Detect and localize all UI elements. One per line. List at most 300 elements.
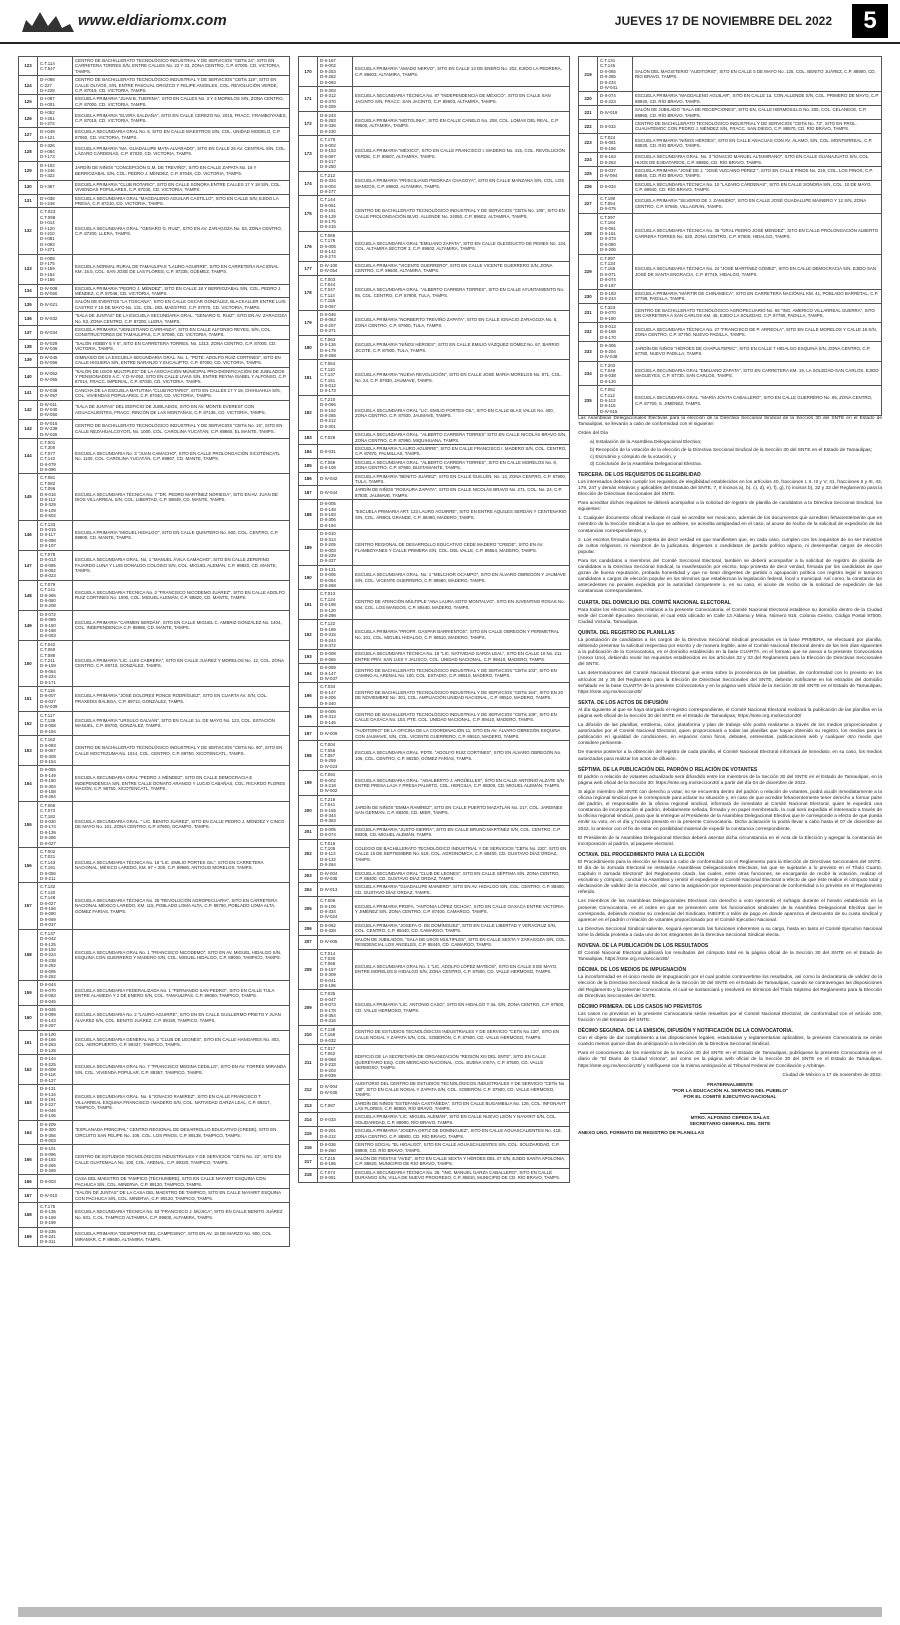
row-number: 234 [579, 361, 598, 386]
table-row [299, 897, 570, 922]
delegation-codes: C.T.013 C.T.124 D-II-198 D-II-120 D-II-298 [318, 590, 353, 620]
table-row [579, 92, 882, 106]
table-row [19, 1085, 290, 1120]
table-row [19, 386, 290, 400]
row-number: 185 [299, 458, 318, 472]
venue-address: CENTRO DE BACHILLERATO TECNOLÓGICO INDUSTRIAL Y DE SERVICIOS "CBTis No. 90", SITO EN CALLE MOCTEZUMA No. 1014, COL. CENTRO, C.P. 89750, XICOTÉNCATL, TAMPS. [73, 736, 290, 766]
delegation-codes: C.T.215 D-II-185 [318, 1154, 353, 1168]
venue-address: ESCUELA PRIMARIA "JUAN B. TIJERINA", SITO EN CALLES No. 3 Y 4 MORELOS S/N, ZONA CENTRO, C.P. 87000, CD. VICTORIA, TAMPS. [73, 95, 290, 109]
row-number: 223 [579, 133, 598, 152]
row-number: 172 [299, 111, 318, 136]
section-heading: NOVENA. DE LA PUBLICACIÓN DE LOS RESULTADOS [578, 943, 709, 949]
delegation-codes: C.T.004 C.T.056 C.T.057 D-II-259 D-IV-023 [318, 741, 353, 771]
row-number: 143 [19, 419, 38, 438]
row-number: 127 [19, 128, 38, 142]
delegation-codes: C.T.216 C.T.041 D-II-165 D-II-344 D-II-363 [318, 795, 353, 825]
row-number: 215 [299, 1127, 318, 1141]
delegation-codes: D-IV-009 [318, 727, 353, 741]
section-paragraph: La Directiva Seccional Sindical saliente, seguirá ejerciendo las funciones inherentes a su cargo, hasta en tanto el Comité Ejecutivo Nacional tome la debida protesta a cada uno de los integrantes de la Directiva Seccional Sindical electa. [578, 926, 882, 938]
delegation-codes: D-I-038 D-I-248 [38, 194, 73, 208]
delegation-codes: D-II-059 D-II-147 D-IV-037 [318, 664, 353, 683]
row-number: 129 [19, 161, 38, 180]
venue-address: ESCUELA SECUNDARIA GRAL "MAGDALENO AGUILAR CASTILLO", SITO EN CALLE S/N, EJIDO LA PRESA, C.P. 87210, CD. VICTORIA, TAMPS. [73, 194, 290, 208]
venue-address: ESCUELA SECUNDARIA GRAL. PDTE. "ADOLFO RUIZ CORTINES", SITO EN ÁLVARO OBREGÓN No. 106, COL. CENTRO, C.P. 89250, GÓMEZ FARÍAS, TAMPS. [353, 741, 570, 771]
table-row [299, 111, 570, 136]
table-row [19, 298, 290, 312]
section-paragraph: Los casos no previstos en la presente Convocatoria serán resueltos por el Comité Nacional Electoral, de conformidad con el artículo 109, fracción VI del Estatuto del SNTE. [578, 1011, 882, 1023]
newspaper-logo-icon [18, 6, 78, 36]
venue-address: ESCUELA PRIMARIA "JOSEFA O. DE DOMÍNGUEZ", SITO EN CALLE LIBERTAD Y VERACRUZ S/N, COL. CENTRO, C.P. 88440, CD. CAMARGO, TAMPS. [353, 921, 570, 935]
venue-address: ESCUELA PRIMARIA "PRISCILIANO PIEDRAZA CHAGOYA", SITO EN CALLE MANZANA S/N, COL. LOS MANGOS, C.P. 89602, ALTAMIRA, TAMPS. [353, 171, 570, 196]
delegation-codes: D-II-034 [598, 180, 633, 194]
section-paragraph: La postulación de candidatos a los cargos de la Directiva Seccional Sindical precisados en la base PRIMERA, se efectuará por planilla, debiendo presentar la solicitud respectiva por escrito y de manera legible, ante el Comité Nacional Electoral dentro de los tres días siguientes a la publicación de la Convocatoria, en el domicilio establecido en la base CUARTA, en el formato que se anexa a la presente Convocatoria (Anexo Uno), debiendo reunir los requisitos establecidos en los artículos 32 y 33 del Reglamento para la Elección de Directivas Seccionales del SNTE. [578, 637, 882, 668]
venue-address: SALÓN DE FIESTAS "AVEZ", SITO EN CALLE SEXTA Y HÉROES DEL 47 S/N, EJIDO SANTA APOLONIA, C.P. 88620, MUNICIPIO DE RÍO BRAVO, TAMPS. [353, 1154, 570, 1168]
delegation-codes: C.T.035 D-II-047 D-II-073 D-II-178 D-II-354 D-II-316 [318, 990, 353, 1025]
table-row [299, 1045, 570, 1080]
delegation-codes: D-I-087 D-I-001 [38, 95, 73, 109]
row-number: 168 [19, 1202, 38, 1227]
row-number: 139 [19, 353, 38, 367]
delegation-codes: D-II-144 D-II-225 D-II-009 D-II-118 D-II-127 [38, 1055, 73, 1085]
delegation-codes: C.T.190 C.T.054 D-II-075 [598, 194, 633, 213]
section-paragraph: Con el objeto de dar cumplimiento a las disposiciones legales, estatutarias y reglamentarias aplicables, la presente Convocatoria se emite cuando menos quince días de anticipación a la elección de la Directiva Seccional Sindical. [578, 1036, 882, 1048]
table-row [579, 213, 882, 254]
delegation-codes: D-II-005 D-II-148 D-II-193 D-II-306 D-II-194 [318, 500, 353, 530]
table-row [19, 1005, 290, 1030]
table-row [299, 825, 570, 839]
table-row [579, 386, 882, 416]
venue-address: ESCUELA PRIMARIA "ELVIRA SALDAÑA", SITO EN CALLE CEREZO No. 2015, FRACC. FRAMBOYANES, C.P. 87018, CD. VICTORIA, TAMPS. [73, 109, 290, 128]
table-row [19, 254, 290, 284]
row-number: 184 [299, 445, 318, 459]
row-number: 163 [19, 1085, 38, 1120]
row-number: 227 [579, 194, 598, 213]
delegation-codes: D-IV-011 D-IV-040 D-IV-050 [38, 400, 73, 419]
venues-table-left [18, 56, 290, 1247]
table-row [579, 133, 882, 152]
row-number: 231 [579, 303, 598, 322]
row-number: 219 [579, 57, 598, 92]
venue-address: ESCUELA SECUNDARIA TÉCNICA No. 18 "LIC. EMILIO PORTES GIL", SITO EN CARRETERA NACIONAL, MÉXICO LAREDO, KM. 87 + 200, C.P. 89960, ANTIGUO MORELOS, TAMPS. [73, 848, 290, 883]
annex-title: ANEXO UNO. FORMATO DE REGISTRO DE PLANILLAS [578, 1131, 705, 1137]
venue-address: ESCUELA SECUNDARIA GRAL. No. 1 "MANUEL ÁVILA CAMACHO", SITO EN CALLE ZEFERINO FAJARDO LUNA Y LUIS DONALDO COLOSIO S/N, COL. MIGUEL ALEMÁN, C.P. 89820, CD. MANTE, TAMPS. [73, 550, 290, 580]
table-row [19, 312, 290, 326]
table-row [19, 400, 290, 419]
row-number: 158 [19, 929, 38, 981]
table-row [19, 284, 290, 298]
row-number: 200 [299, 795, 318, 825]
row-number: 199 [299, 771, 318, 796]
row-number: 153 [19, 736, 38, 766]
venue-address: ESCUELA PRIMARIA "SILVERIO DE J. ZAMUDIO", SITO EN CALLE JOSÉ GUADALUPE MAINERO Y 12 S/N, ZONA CENTRO, C.P. 87560, VILLAGRÁN, TAMPS. [633, 194, 882, 213]
venue-address: ESCUELA SECUNDARIA GRAL. "MARÍA JOVITA CABALLERO", SITO EN CALLE GUERRERO No. 95, ZONA CENTRO, C.P. 87700, S. JIMÉNEZ, TAMPS. [633, 386, 882, 416]
page-content [18, 56, 882, 1596]
row-number: 137 [19, 326, 38, 340]
table-row [299, 727, 570, 741]
row-number: 192 [299, 620, 318, 650]
table-row [19, 474, 290, 520]
row-number: 226 [579, 180, 598, 194]
delegation-codes: D-I-326 D-I-084 D-I-173 [38, 142, 73, 161]
venue-address: ESCUELA PRIMARIA "MIGUEL HIDALGO", SITO EN CALLE QUINTERO No. 600, COL. CENTRO, C.P. 89800, CD. MANTE, TAMPS. [73, 520, 290, 550]
table-row [19, 550, 290, 580]
venue-address: CASA DEL MAESTRO DE TAMPICO (TECHUMBRE), SITO EN CALLE NAYARIT ESQUINA CON PACHUCA S/N, COL. MINERVA, C.P. 89120, TAMPICO, TAMPS. [73, 1175, 290, 1189]
table-row [579, 180, 882, 194]
table-row [19, 194, 290, 208]
slogan-comite: POR EL COMITÉ EJECUTIVO NACIONAL [683, 1094, 777, 1100]
table-row [299, 395, 570, 430]
table-row [299, 795, 570, 825]
table-row [19, 1055, 290, 1085]
delegation-codes: C.T.097 C.T.134 C.T.165 D-II-071 D-II-074 D-II-187 [598, 254, 633, 289]
venue-address: ESCUELA PRIMARIA "LIC. LUIS CABRERA", SITO EN CALLE JUÁREZ Y MORELOS No. 12, COL. ZONA CENTRO, C.P. 89710, GONZÁLEZ, TAMPS. [73, 640, 290, 686]
row-number: 203 [299, 869, 318, 883]
delegation-codes: C.T.024 D-II-081 D-II-156 [598, 133, 633, 152]
delegation-codes: D-I-008 D-I-175 D-I-159 D-I-164 D-I-165 [38, 254, 73, 284]
venue-address: ESCUELA SECUNDARIA TÉCNICA No. 35 "GRAL PEDRO JOSÉ MÉNDEZ", SITO EN CALLE PROLONGACIÓN ALBERTO CARRERA TORRES No. 520, ZONA CENTRO, C.P. 87600, HIDALGO, TAMPS. [633, 213, 882, 254]
delegation-codes: D-II-163 D-II-263 [598, 153, 633, 167]
section-paragraph: La inconformidad es el único medio de impugnación por el cual podrán controvertirse los resultados, así como la declaratoria de validez de la elección de la Directiva Seccional Sindical de la Sección 30 del SNTE en el Estado de Tamaulipas, cuando se contravengan las disposiciones del Reglamento y la presente Convocatoria, el cual se sustanciará y resolverá en términos del Título Séptimo del Reglamento para la Elección de Directivas Seccionales del SNTE. [578, 975, 882, 999]
table-row [299, 771, 570, 796]
delegation-codes: D-II-036 D-II-260 [318, 1141, 353, 1155]
row-number: 218 [299, 1168, 318, 1182]
row-number: 177 [299, 261, 318, 275]
venue-address: ESCUELA SECUNDARIA GRAL. "ALBERTO CARRERA TORRES" SITO EN CALLE NICOLÁS BRAVO S/N, ZONA CENTRO, C.P. 87990, MIQUIHUANA, TAMPS. [353, 431, 570, 445]
section-heading: TERCERA. DE LOS REQUISITOS DE ELEGIBILIDAD [578, 471, 701, 478]
venue-address: "ESCUELA PRIMARIA ART. 123 LAURO AGUIRRE", SITO EN ENTRE AQUILES SERDÁN Y CENTENARIO S/N, COL. ÁRBOL GRANDE, C.P. 89490, MADERO, TAMPS. [353, 500, 570, 530]
row-number: 201 [299, 825, 318, 839]
delegation-codes: C.T.144 D-II-061 D-II-151 D-II-129 D-II-175 D-II-215 [318, 196, 353, 231]
delegation-codes: C.T.133 D-II-015 D-II-117 D-II-098 D-II-107 [38, 520, 73, 550]
section-paragraph: El Presidente de la Asamblea Delegacional Electiva deberá asentar dicha circunstancia en el Acta de la Elección y agregar la constancia de incorporación al padrón, al paquete electoral. [578, 835, 882, 847]
table-row [19, 1227, 290, 1246]
delegation-codes: C.T.074 D-II-051 [318, 1168, 353, 1182]
delegation-codes: C.T.162 D-II-083 D-II-067 D-II-308 D-II-154 [38, 736, 73, 766]
row-number: 162 [19, 1055, 38, 1085]
table-row [579, 120, 882, 134]
section-paragraph: De manera posterior a la obtención del registro de cada planilla, el Comité Nacional Electoral informará de inmediato, en su caso, los medios autorizados para realizar los actos de difusión. [578, 750, 882, 762]
venue-address: ESCUELA PRIMARIA "DESPERTAR DEL CAMPESINO", SITO EN AV. 18 DE MARZO No. 900, COL. MIRAMAR, C.P. 89600, ALTAMIRA, TAMPS. [73, 1227, 290, 1246]
page-header [0, 0, 900, 44]
delegation-codes: C.T.006 D-II-105 D-II-334 D-IV-024 [318, 897, 353, 922]
venue-address: JARDÍN DE NIÑOS "EMMA RAMÍREZ", SITO EN CALLE PUERTO MAZATLÁN No. 217, COL. JARDINES SAN GERMÁN, C.P. 88300, CD. MIER, TAMPS. [353, 795, 570, 825]
delegation-codes: D-II-306 D-II-204 D-IV-048 [598, 342, 633, 361]
delegation-codes: D-II-101 D-II-096 D-II-182 D-II-266 D-II-269 [38, 1145, 73, 1175]
venue-address: SALÓN DE EVENTOS "LA TOSCANA", SITO EN CALLE OSCAR GONZÁLEZ, BLACKALLER ENTRE LUIS CASTRO Y 15 DE MAYO No. 131, COL. DEL MAESTRO, C.P. 87070, CD. VICTORIA, TAMPS. [73, 298, 290, 312]
venue-address: "SALA DE JUNTAS" DE LA ESCUELA SECUNDARIA GRAL. "GENARO G. RUIZ", SITO EN AV. ZARAGOZA No. 53, ZONA CENTRO, C.P. 87200, LLERA, TAMPS. [73, 312, 290, 326]
row-number: 210 [299, 1025, 318, 1044]
site-url[interactable]: www.eldiariomx.com [78, 12, 227, 29]
row-number: 202 [299, 839, 318, 869]
delegation-codes: C.T.079 C.T.141 D-II-365 D-II-060 D-II-208 [38, 580, 73, 610]
delegation-codes: C.T.001 C.T.300 C.T.077 C.T.142 D-II-079 D-II-096 [38, 438, 73, 473]
row-number: 216 [299, 1141, 318, 1155]
venue-address: CENTRO DE ESTUDIOS TECNOLÓGICOS INDUSTRIALES Y DE SERVICIO "CETis No 130", SITO EN CALLE NOGAL Y ZAPATA S/N, COL. SOBERÓN, C.P. 87500, CD. VALLE HERMOSO, TAMPS. [353, 1025, 570, 1044]
delegation-codes: D-II-033 [318, 1113, 353, 1127]
row-number: 165 [19, 1145, 38, 1175]
venue-address: ESCUELA SECUNDARIA No. 3 "JUAN CAMACHO", SITO EN CALLE PROLONGACIÓN XICOTÉNCATL No. 1100, COL. CAROLINA YUCATÁN, C.P. 89867, CD. MANTE, TAMPS. [73, 438, 290, 473]
venue-address: ESCUELA PRIMARIA PROFA. "ANTONIA LÓPEZ OCHOA", SITO EN CALLE OAXACA ENTRE VICTORIA Y JIMÉNEZ S/N, ZONA CENTRO, C.P. 87400, CAMARGO, TAMPS. [353, 897, 570, 922]
table-row [19, 801, 290, 847]
venue-address: ESCUELA SECUNDARIA GRAL "PEDRO J. MÉNDEZ", SITO EN CALLE DEMOCRACIA E INDEPENDENCIA S/N, ENTRE CALLE DONATO ARANGO Y LUCIO CABAÑAS, COL. RICARDO FLORES MAGÓN, C.P. 98750, XICOTÉNCATL, TAMPS. [73, 766, 290, 801]
row-number: 164 [19, 1120, 38, 1145]
delegation-codes: D-I-052 D-I-251 D-I-272 [38, 109, 73, 128]
row-number: 128 [19, 142, 38, 161]
venue-address: ESCUELA PRIMARIA "CLUB ROTARIO", SITO EN CALLE SONORA ENTRE CALLES 17 Y 18 S/N, COL. VIVIENDAS POPULARES, C.P. 87040, CD. VICTORIA, TAMPS. [73, 180, 290, 194]
section-heading: DÉCIMO PRIMERA. DE LOS CASOS NO PREVISTOS [578, 1003, 702, 1010]
delegation-codes: D-IV-052 D-IV-055 [38, 367, 73, 386]
table-row [299, 1127, 570, 1141]
row-number: 134 [19, 284, 38, 298]
delegation-codes: D-II-121 D-II-005 D-II-054 D-II-268 [318, 565, 353, 590]
delegation-codes: C.T.212 D-II-334 D-II-004 D-II-277 [318, 171, 353, 196]
table-row [299, 883, 570, 897]
delegation-codes: C.T.064 C.T.110 C.T.137 C.T.151 D-II-012 D-II-173 [318, 360, 353, 395]
table-row [579, 254, 882, 289]
venue-address: ESCUELA PRIMARIA "JOSÉ DE J. "JOSÉ VIZCAINO PÉREZ ", SITO EN CALLE PINOS No. 219, COL. LOS PINOS, C.P. 88940, CD. RÍO BRAVO, TAMPS. [633, 166, 882, 180]
delegation-codes: D-II-005 D-II-074 [318, 825, 353, 839]
orden-item: d) Conclusión de la Asamblea Delegacional Electiva. [590, 461, 702, 467]
table-row [19, 1145, 290, 1175]
venue-address: ESCUELA SECUNDARIA GRAL. "ALBERTO CARRERA TORRES", SITO EN CALLE AYUNTAMIENTO No. 85, COL. CENTRO, C.P. 87900, TULA, TAMPS. [353, 275, 570, 310]
table-row [299, 1141, 570, 1155]
venue-address: JARDÍN DE NIÑOS "ROSAURA ZAPATA", SITO EN CALLE NICOLÁS BRAVO No. 271, COL. No. 24, C.P. 87930, JAUMAVE, TAMPS. [353, 486, 570, 500]
row-number: 140 [19, 367, 38, 386]
venue-address: ESCUELA SECUNDARIA GRAL. " LIC. BENITO JUÁREZ", SITO EN CALLE PEDRO J. MÉNDEZ Y CINCO DE MAYO No. 101, ZONA CENTRO, C.P. 87900, OCAMPO, TAMPS. [73, 801, 290, 847]
venue-address: CENTRO DE BACHILLERATO TECNOLÓGICO AGROPECUARIO No. 55 "ING. AMERICO VILLARREAL GUERRA", SITO EN CARRETERA A SAN CARLOS KM. 45, EJIDO LA SOLEDAD, C.P. 87790, PADILLA, TAMPS. [633, 303, 882, 322]
venue-address: ESCUELA PRIMARIA "NUEVA REVOLUCIÓN", SITO EN CALLE JOSÉ MARÍA MORELOS No. 871, COL. No. 24, C.P. 87930, JAUMAVE, TAMPS. [353, 360, 570, 395]
section-paragraph: El padrón o relación de votantes actualizado será difundido entre los miembros de la Sección 30 del SNTE en el Estado de Tamaulipas, en la página web oficial de la Sección 30: https://snte.org.mx/seccion30/ a partir del día 04 de diciembre de 2022. [578, 774, 882, 786]
delegation-codes: D-II-303 D-II-312 D-II-370 D-II-259 [318, 87, 353, 112]
table-row [299, 335, 570, 360]
venue-address: ESCUELA SECUNDARIA GRAL "EMILIANO ZAPATA", SITO EN CALLE OLEODUCTO DE PEMEX No. 134, COL. ALTAMIRA SECTOR 3, C.P. 89602, ALTAMIRA, TAMPS. [353, 231, 570, 261]
table-row [299, 458, 570, 472]
delegation-codes: D-I-367 [38, 180, 73, 194]
table-row [579, 323, 882, 342]
row-number: 207 [299, 935, 318, 949]
delegation-codes: D-II-010 D-II-314 D-II-205 D-II-003 D-II-229 D-II-337 [318, 530, 353, 565]
table-row [299, 565, 570, 590]
row-number: 214 [299, 1113, 318, 1127]
section-paragraph: Las determinaciones del Comité Nacional Electoral que emita sobre la procedencia de las planillas, de conformidad con lo previsto en los artículos 34 y 35 del Reglamento para la Elección de Directivas Seccionales del SNTE, deberán notificarse en los estrados del domicilio señalado en la base CUARTA de la presente Convocatoria y en la página web oficial de la Sección 30 del SNTE en el Estado de Tamaulipas, https://snte.org.mx/seccion30/ [578, 671, 882, 695]
table-row [19, 128, 290, 142]
table-row [19, 736, 290, 766]
venue-address: ESCUELA SECUNDARIA GRAL No. 1 "FRANCISCO NICODEMO", SITO EN AV. MIGUEL HIDALGO S/N, ESQUINA CON GUERRERO Y MADERO S/N, COL. MIGUEL HIDALGO, C.P. 89000, TAMPICO, TAMPS. [73, 929, 290, 981]
delegation-codes: D-I-048 D-I-121 [38, 128, 73, 142]
delegation-codes: C.T.014 C.T.020 C.T.068 D-II-167 D-II-309 D-II-041 D-II-195 [318, 949, 353, 990]
row-number: 224 [579, 153, 598, 167]
venues-table-right [578, 56, 882, 416]
delegation-codes: D-II-031 [318, 445, 353, 459]
delegation-codes: C.T.028 [318, 431, 353, 445]
venue-address: SALÓN DE JUBILADOS, "SALA DE USOS MÚLTIPLES", SITO EN CALLE SEXTA Y ZARAGOZA S/N, COL. RESIDENCIAL LOS ÁNGELES, C.P. 88440, CD. CAMARGO, TAMPS. [353, 935, 570, 949]
row-number: 225 [579, 166, 598, 180]
row-number: 157 [19, 883, 38, 929]
venue-address: ESCUELA PRIMARIA "MOTOLINIA", SITO EN CALLE CANELO No. 208, COL. LOMAS DEL REAL, C.P. 89600, ALTAMIRA, TAMPS. [353, 111, 570, 136]
notice-intro: Las Asambleas Delegacionales Electivas para la elección de la Directiva Seccional Sindical de la Sección 30 del SNTE en el Estado de Tamaulipas, se llevarán a cabo de conformidad con el siguiente: [578, 416, 882, 428]
delegation-codes: D-II-183 D-II-243 [598, 290, 633, 304]
table-row [19, 180, 290, 194]
table-row [579, 290, 882, 304]
table-row [299, 708, 570, 727]
delegation-codes: C.T.138 C.T.168 D-II-032 [318, 1025, 353, 1044]
table-row [299, 1080, 570, 1099]
venue-address: ESCUELA SECUNDARIA GRAL "CLUB DE LEONES", SITO EN CALLE SÉPTIMA S/N, ZONA CENTRO, C.P. 88400, CD. GUSTAVO DÍAZ ORDAZ, TAMPS. [353, 869, 570, 883]
row-number: 187 [299, 486, 318, 500]
venue-address: ESCUELA PRIMARIA "JOSEFA ORTIZ DE DOMÍNGUEZ", SITO EN CALLE AGUASCALIENTES No. 418, ZONA CENTRO, C.P. 88900, CD. RÍO BRAVO, TAMPS. [353, 1127, 570, 1141]
delegation-codes: C.T.034 D-II-147 D-II-206 D-II-340 [318, 683, 353, 708]
venue-address: ESCUELA SECUNDARIA GRAL No. 1 "LIC. ADOLFO LÓPEZ MATEOS", SITO EN CALLE 5 DE MAYO, ENTRE MORELOS E HIDALGO S/N, ZONA CENTRO, C.P. 87500, CD. VALLE HERMOSO, TAMPS. [353, 949, 570, 990]
delegation-codes: D-IV-032 [38, 312, 73, 326]
delegation-codes: C.T.065 C.T.176 D-II-005 D-II-142 D-II-274 [318, 231, 353, 261]
venue-address: ESCUELA SECUNDARIA TÉCNICA No. 87 "INDEPENDENCIA DE MÉXICO", SITO EN CALLE SAN JACINTO S/N, FRACC. SAN JACINTO, C.P. 89603, ALTAMIRA, TAMPS. [353, 87, 570, 112]
delegation-codes: D-IV-100 D-IV-054 [318, 261, 353, 275]
orden-item: b) Recepción de la votación de la elección de la Directiva Seccional Sindical de la Sección 30 del SNTE en el Estado de Tamaulipas; [590, 447, 873, 453]
delegation-codes: D-IV-013 [318, 883, 353, 897]
section-heading: CUARTA. DEL DOMICILIO DEL COMITÉ NACIONAL ELECTORAL [578, 599, 731, 606]
delegation-codes: C.T.091 D-II-002 D-II-218 D-IV-002 [318, 771, 353, 796]
row-number: 176 [299, 231, 318, 261]
table-row [299, 360, 570, 395]
section-heading: SÉPTIMA. DE LA PUBLICACIÓN DEL PADRÓN O RELACIÓN DE VOTANTES [578, 766, 758, 773]
table-row [579, 106, 882, 120]
delegation-codes: D-II-131 D-II-134 D-II-191 D-II-227 D-II-046 D-II-106 [38, 1085, 73, 1120]
row-number: 146 [19, 520, 38, 550]
venue-address: ESCUELA PRIMARIA "NIÑOS HÉROES", SITO EN CALLE ANACUAS CON AV. ÁLAMO, S/N, COL. MONTERREAL, C.P. 88930, CD. RÍO BRAVO, TAMPS. [633, 133, 882, 152]
table-row [299, 500, 570, 530]
row-number: 189 [299, 530, 318, 565]
venue-address: CENTRO DE ESTUDIOS TECNOLÓGICOS INDUSTRIALES Y DE SERVICIOS "CETis No. 22", SITO EN CALLE GUATEMALA No. 100, COL. ARENAL, C.P. 89320, TAMPICO, TAMPS. [73, 1145, 290, 1175]
notice-place-date: Ciudad de México a 17 de noviembre de 2022. [782, 1072, 882, 1078]
row-number: 124 [19, 76, 38, 95]
venue-address: ESCUELA SECUNDARIA GRAL "EMILIANO ZAPATA", SITO EN CARRETERA KM. 19, LA SOLEDAD-SAN CARLOS, EJIDO MAGUEYES, C.P. 87730, SAN CARLOS, TAMPS. [633, 361, 882, 386]
venue-address: ESCUELA SECUNDARIA GRAL. "GENARO G. RUIZ", SITO EN AV. ZARAGOZA No. 53, ZONA CENTRO, C.P. 87200, LLERA, TAMPS. [73, 208, 290, 254]
table-row [19, 610, 290, 640]
venues-table-middle [298, 56, 570, 1183]
delegation-codes: D-II-044 D-II-070 D-II-083 D-II-045 [38, 981, 73, 1006]
table-row [19, 640, 290, 686]
table-row [19, 208, 290, 254]
venue-address: JARDÍN DE NIÑOS "CONCEPCIÓN G.M. DE TREVIÑO", SITO EN CALLE ZAPATA No. 18 Y BERRIOZABAL S/N, COL. PEDRO J. MÉNDEZ, C.P. 87048, CD. VICTORIA, TAMPS. [73, 161, 290, 180]
venue-address: CENTRO REGIONAL DE DESARROLLO EDUCATIVO CEDE MADERO "CREDE", SITO EN AV. FLAMBOYANES Y CALLE PRIMERA S/N, COL. DEL VALLE, C.P. 89554, MADERO, TAMPS. [353, 530, 570, 565]
delegation-codes: D-IV-042 [318, 472, 353, 486]
venue-address: ESCUELA SECUNDARIA TÉCNICA No. 2 "FRANCISCO NICODEMO JUÁREZ", SITO EN CALLE ADOLFO RUIZ CORTINES No. 1000, COL. MIGUEL ALEMÁN, C.P. 89820, CD. MANTE, TAMPS. [73, 580, 290, 610]
row-number: 222 [579, 120, 598, 134]
table-row [299, 620, 570, 650]
venue-address: CENTRO DE BACHILLERATO TECNOLÓGICO INDUSTRIAL Y DE SERVICIOS "CBTis No. 15", SITO EN CALLE NEZAHUALCOYOTL No. 1000, COL. CAROLINA YUCATÁN, C.P. 89860, EL MANTE, TAMPS. [73, 419, 290, 438]
row-number: 154 [19, 766, 38, 801]
venue-address: ESCUELA PRIMARIA "VENUSTIANO CARRANZA", SITO EN CALLE ALFONSO REYES, S/N, COL. CONSTRUCTORES DE TAMAULIPAS, C.P. 87090, CD. VICTORIA, TAMPS. [73, 326, 290, 340]
table-row [299, 261, 570, 275]
venue-address: ESCUELA PRIMARIA "AMADO NERVO", SITO EN CALLE 13 DE ENERO No. 202, EJIDO LA PEDRERA, C.P. 89603, ALTAMIRA, TAMPS. [353, 57, 570, 87]
venue-address: CENTRO DE ATENCIÓN MÚLTIPLE "ANA LAURA SOTO MONTALVO", SITO EN JUVENTINO ROSAS No. 504, COL. LOS MANGOS, C.P. 89440, MADERO, TAMPS. [353, 590, 570, 620]
row-number: 206 [299, 921, 318, 935]
delegation-codes: C.T.175 D-II-135 D-II-169 D-II-199 [38, 1202, 73, 1227]
table-row [19, 95, 290, 109]
delegation-codes: C.T.042 C.T.060 C.T.088 C.T.211 D-II-159 D-II-064 D-II-224 D-II-171 [38, 640, 73, 686]
venue-address: GIMNASIO DE LA ESCUELA SECUNDARIA GRAL. No. 1, "PDTE. ADOLFO RUIZ CORTINES", SITO EN CALLE HIGUERA S/N, ENTRE NARANJO Y EUCALIPTO, C.P. 87000, CD. VICTORIA, TAMPS. [73, 353, 290, 367]
table-row [299, 590, 570, 620]
table-row [19, 1202, 290, 1227]
row-number: 131 [19, 194, 38, 208]
venue-address: COLEGIO DE BACHILLERATO TECNOLÓGICO INDUSTRIAL Y DE SERVICIOS "CBTis No. 220", SITO EN CALLE 16 DE SEPTIEMBRE No. 519, COL. AGRONÓMICA, C.P. 88400, CD. GUSTAVO DÍAZ ORDAZ, TAMPS. [353, 839, 570, 869]
venue-address: ESCUELA PRIMARIA "MAGDALENO AGUILAR", SITO EN CALLE 1a. CON ALLENDE S/N, COL. PRIMERO DE MAYO, C.P. 88940, CD. RÍO BRAVO, TAMPS. [633, 92, 882, 106]
row-number: 196 [299, 708, 318, 727]
row-number: 194 [299, 664, 318, 683]
section-heading: DÉCIMA. DE LOS MEDIOS DE IMPUGNACIÓN [578, 967, 687, 974]
section-paragraph: Para los candidatos a miembros del Comité Seccional Electoral, también se deberá acompañar a la solicitud de registro de planilla de candidatos a la Directiva Seccional Sindical, la manifestación por escrito, bajo protesta de decir verdad, firmada por los candidatos de que gozan de buena reputación, probada honestidad y que no sean dirigentes de partido o agrupación política con registro legal ni tampoco candidatos a cargos de elección popular en los términos que establezcan la legislación federal, local o municipal. Así como, la constancia de antecedentes no penales expedida por la autoridad competente o, en su caso, el acuse de recibo de la solicitud de expedición de las constancias correspondientes. [578, 558, 882, 595]
row-number: 147 [19, 550, 38, 580]
table-row [19, 766, 290, 801]
venue-address: ESCUELA SECUNDARIA TÉCNICA No. 24 "JOSÉ MARTÍNEZ GÓMEZ", SITO EN CALLE DEMOCRACIA S/N, EJIDO SAN JOSÉ DE SANTA ENGRACIA, C.P. 87749, HIDALGO, TAMPS. [633, 254, 882, 289]
delegation-codes: D-II-072 D-II-089 D-II-150 D-II-188 D-II-053 [38, 610, 73, 640]
section-paragraph: Para el conocimiento de los miembros de la Sección 30 del SNTE en el Estado de Tamaulipas, publíquese la presente Convocatoria en el diario de "El Diario de Ciudad Victoria", así como en la página web oficial de la Sección 30 del SNTE en el Estado de Tamaulipas, https://snte.org.mx/seccion30/ y notifíquese con la misma anticipación al Tribunal Federal de Conciliación y Arbitraje. [578, 1051, 882, 1069]
row-number: 197 [299, 727, 318, 741]
row-number: 170 [299, 57, 318, 87]
table-row [19, 1030, 290, 1055]
orden-item: c) Escrutinio y cómputo de la votación, y [590, 454, 676, 460]
table-row [19, 76, 290, 95]
row-number: 175 [299, 196, 318, 231]
venue-address: ESCUELA PRIMARIA "MÉXICO", SITO EN CALLE FRANCISCO I. MADERO No. 415, COL. REVOLUCIÓN VERDE, C.P. 89607, ALTAMIRA, TAMPS. [353, 136, 570, 171]
venue-address: ESCUELA PRIMARIA "LAURO AGUIRRE", SITO EN CALLE FRANCISCO I. MADERO S/N, COL. CENTRO, C.P. 87970, PALMILLAS, TAMPS. [353, 445, 570, 459]
section-heading: QUINTA. DEL REGISTRO DE PLANILLAS [578, 629, 675, 636]
delegation-codes: C.T.002 C.T.021 C.T.143 C.T.191 D-II-056 D-II-211 [38, 848, 73, 883]
delegation-codes: D-IV-005 [318, 935, 353, 949]
notice-orden-title: Orden del Día [578, 431, 608, 437]
venue-address: ESCUELA PRIMARIA "LIC. ANTONIO CASO", SITO EN HIDALGO Y 3a. S/N, ZONA CENTRO, C.P. 87500, CD. VALLE HERMOSO, TAMPS. [353, 990, 570, 1025]
delegation-codes: C.T.015 C.T.105 D-II-113 D-II-132 D-II-264 [318, 839, 353, 869]
table-row [299, 530, 570, 565]
delegation-codes: D-II-062 D-II-328 [318, 921, 353, 935]
venue-address: CENTRO DE BACHILLERATO TECNOLÓGICO INDUSTRIAL Y DE SERVICIOS "CBTis 103", SITO EN CAMINO AL ARENAL No. 100, COL. ESTADIO, C.P. 89510, MADERO, TAMPS. [353, 664, 570, 683]
row-number: 155 [19, 801, 38, 847]
row-number: 182 [299, 395, 318, 430]
row-number: 152 [19, 711, 38, 736]
table-row [299, 650, 570, 664]
table-row [19, 711, 290, 736]
delegation-codes: C.T.203 C.T.049 D-II-038 D-II-120 [598, 361, 633, 386]
row-number: 173 [299, 136, 318, 171]
row-number: 205 [299, 897, 318, 922]
table-row [299, 664, 570, 683]
table-row [299, 171, 570, 196]
row-number: 169 [19, 1227, 38, 1246]
table-row [299, 486, 570, 500]
table-row [299, 231, 570, 261]
row-number: 183 [299, 431, 318, 445]
venue-address: AUDITORIO DEL CENTRO DE ESTUDIOS TECNOLÓGICOS INDUSTRIALES Y DE SERVICIO "CETis No 130", SITO EN CALLE NOGAL Y ZAPATA S/N, COL. SOBERÓN, C.P. 87500, CD. VALLE HERMOSO, TAMPS. [353, 1080, 570, 1099]
row-number: 123 [19, 57, 38, 76]
row-number: 204 [299, 883, 318, 897]
venue-address: CANCHA DE LA ESCUELA MATUTINA "CLUB ROTARIO", SITO EN CALLES 17 Y 18, CHIHUAHUA S/N, COL. VIVIENDAS POPULARES, C.P. 87040, CD. VICTORIA, TAMPS. [73, 386, 290, 400]
row-number: 159 [19, 981, 38, 1006]
delegation-codes: C.T.078 D-II-013 D-II-085 D-II-062 D-II-023 [38, 550, 73, 580]
table-row [19, 142, 290, 161]
row-number: 233 [579, 342, 598, 361]
section-paragraph: El Comité Nacional Electoral publicará los resultados del cómputo total en la página oficial de la Sección 30 del SNTE en el Estado de Tamaulipas, https://snte.org.mx/seccion30/ [578, 951, 882, 963]
venue-address: ESCUELA SECUNDARIA TÉCNICA No. 27 "FRANCISCO DE P. ARREOLA", SITO EN CALLE MORELOS Y CALLE 16 S/N, ZONA CENTRO, C.P. 87760, NUEVO PADILLA, TAMPS. [633, 323, 882, 342]
delegation-codes: D-IV-029 D-IV-036 [38, 339, 73, 353]
delegation-codes: D-II-037 D-IV-094 [598, 166, 633, 180]
row-number: 220 [579, 92, 598, 106]
row-number: 167 [19, 1189, 38, 1203]
delegation-codes: D-II-006 D-II-313 D-II-145 [318, 708, 353, 727]
delegation-codes: C.T.087 [318, 1099, 353, 1113]
section-heading: OCTAVA. DEL PROCEDIMIENTO PARA LA ELECCIÓN [578, 851, 705, 858]
table-row [19, 1175, 290, 1189]
venue-address: ESCUELA SECUNDARIA GRAL "LIC. EMILIO PORTES GIL", SITO EN CALLE BLAS VALLE No. 400, ZONA CENTRO, C.P. 87930, JAUMAVE, TAMPS. [353, 395, 570, 430]
